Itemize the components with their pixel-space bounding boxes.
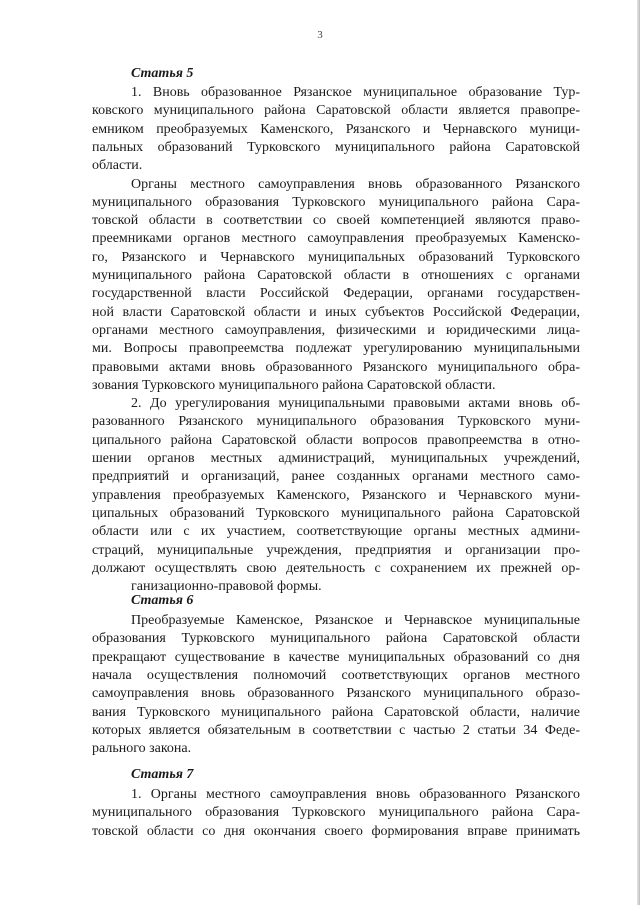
page-number: 3: [317, 29, 323, 41]
text-line: рального закона.: [92, 741, 192, 757]
text-line: страций, муниципальные учреждения, предприятия и организации про-: [92, 542, 580, 558]
text-line: преемниками органов местного самоуправления преобразуемых Каменско-: [92, 231, 580, 247]
text-line: предприятий и организаций, ранее созданных органами местного само-: [92, 469, 580, 485]
text-line: разованного Рязанского муниципального образования Турковского муни-: [92, 414, 580, 430]
text-line: должают осуществлять свою деятельность с сохранением их прежней ор-: [92, 560, 580, 576]
text-line: начала осуществления полномочий соответствующих органов местного: [92, 667, 580, 683]
text-line: 2. До урегулирования муниципальными правовыми актами вновь об-: [131, 396, 580, 412]
text-line: государственной власти Российской Федерации, органами государствен-: [92, 286, 580, 302]
text-line: вания Турковского муниципального района Саратовской области, наличие: [92, 704, 580, 720]
article-title: Статья 5: [131, 66, 194, 81]
text-line: прекращают существование в качестве муниципальных образований со дня: [92, 649, 580, 665]
article-title: Статья 7: [131, 767, 194, 782]
text-line: шении органов местных администраций, муниципальных учреждений,: [92, 451, 580, 466]
article-title: Статья 6: [131, 593, 194, 608]
text-line: зования Турковского муниципального района Саратовской области.: [92, 377, 496, 393]
text-line: пальных образований Турковского муниципального района Саратовской: [92, 139, 580, 155]
text-line: органами местного самоуправления, физическими и юридическими лица-: [92, 322, 580, 338]
text-line: правовыми актами вновь образованного Рязанского муниципального обра-: [92, 359, 580, 375]
text-line: емником преобразуемых Каменского, Рязанского и Чернавского муници-: [92, 121, 580, 137]
text-line: ганизационно-правовой формы.: [131, 579, 322, 595]
text-line: самоуправления вновь образованного Рязанского муниципального образо-: [92, 686, 580, 702]
text-line: которых является обязательным в соответствии с частью 2 статьи 34 Феде-: [92, 722, 580, 738]
text-line: го, Рязанского и Чернавского муниципальных образований Турковского: [92, 249, 580, 265]
text-line: ковского муниципального района Саратовской области является правопре-: [92, 103, 580, 119]
text-line: области или с их участием, соответствующие органы местных админи-: [92, 524, 580, 540]
text-line: управления преобразуемых Каменского, Рязанского и Чернавского муни-: [92, 487, 580, 503]
text-line: муниципального района Саратовской области в отношениях с органами: [92, 268, 580, 283]
text-line: муниципального образования Турковского муниципального района Сара-: [92, 805, 580, 821]
text-line: ми. Вопросы правопреемства подлежат урегулированию муниципальными: [92, 341, 580, 357]
text-line: товской области в соответствии со своей компетенцией являются право-: [92, 213, 580, 229]
text-line: товской области со дня окончания своего формирования вправе принимать: [92, 823, 580, 839]
text-line: ципального района Саратовской области вопросов правопреемства в отно-: [92, 432, 580, 448]
text-line: муниципального образования Турковского муниципального района Сара-: [92, 194, 580, 210]
text-line: Органы местного самоуправления вновь образованного Рязанского: [131, 176, 580, 192]
text-line: ной власти Саратовской области и иных субъектов Российской Федерации,: [92, 304, 580, 320]
text-line: 1. Вновь образованное Рязанское муниципальное образование Тур-: [131, 85, 580, 100]
text-line: ципальных образований Турковского муниципального района Саратовской: [92, 505, 580, 521]
text-line: Преобразуемые Каменское, Рязанское и Чернавское муниципальные: [131, 613, 580, 628]
text-line: области.: [92, 158, 143, 174]
text-line: образования Турковского муниципального района Саратовской области: [92, 631, 580, 647]
text-line: 1. Органы местного самоуправления вновь образованного Рязанского: [131, 787, 580, 802]
